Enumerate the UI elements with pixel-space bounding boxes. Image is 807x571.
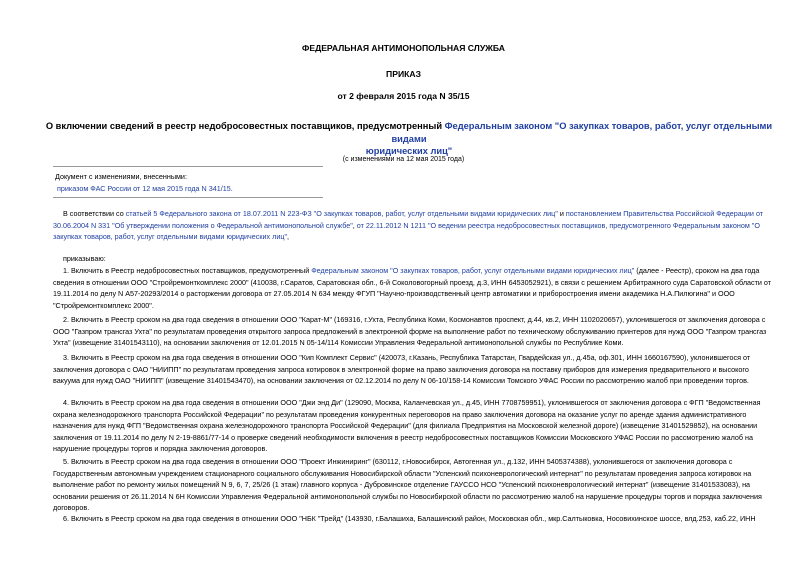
item-text: (далее - Реестр), сроком на два года [634,266,760,275]
resolution-word [53,253,799,265]
registry-decree-link[interactable]: закупках товаров, работ, услуг отдельными видами юридических лиц" [53,232,288,242]
item-4 [53,397,799,455]
item-line: 5. Включить в Реестр сроком на два года сведения в отношении ООО "Проект Инжиниринг" (630112, г.Новосибирск, Автогенная ул., д.132, ИНН 5405374388), уклонившегося от заключения договора с [63,457,733,466]
item-line: "Стройремонткомплекс 2000". [53,300,154,310]
preamble-text: , [287,232,290,242]
item-line: 3. Включить в Реестр сроком на два года сведения в отношении ООО "Кип Комплект Сервис" (420073, г.Казань, Республика Татарстан, Гвардейская ул., д.45а, оф.301, ИНН 1660167590), уклонившегося от [63,353,751,362]
item-line: ООО "Газпром трансгаз Ухта" по результатам проведения открытого запроса предложений в электронной форме на выполнение работ по техническому обслуживанию принтеров для нужд ООО "Газпром трансгаз [53,326,767,336]
item-line: заключения от 19.11.2014 по делу N 2-19-8861/77-14 о проверке сведений необходимости включения в реестр недобросовестных поставщиков Комиссии Московского УФАС России по рассмотрению жалоб на [53,432,753,442]
law-article-link[interactable]: статьей 5 Федерального закона от 18.07.2011 N 223-ФЗ "О закупках товаров, работ, услуг отдельными видами юридических лиц" [125,209,558,218]
preamble-paragraph [53,208,799,243]
preamble-line [53,231,799,243]
amendment-note-label: Документ с изменениями, внесенными: [55,172,187,181]
item-6 [53,513,799,525]
item-line: охрана железнодорожного транспорта Российской Федерации" по результатам проведения конкурентных переговоров на право заключения договора на оказание услуг по аренде здания административного [53,409,747,419]
item-line: договоров. [53,503,90,513]
item-line: 19.11.2014 по делу N А57-20293/2014 о расторжении договора от 27.05.2014 N 634 между ФГУП "Научно-производственный центр автоматики и приборостроения имени академика Н.А.Пилюгина" и ООО [53,289,735,299]
item-line: нарушение процедуры торгов и порядка заключения договоров. [53,444,268,454]
item-line: сведения в отношении ООО "Стройремонткомплекс 2000" (410038, г.Саратов, Саратовская обл., 6-й Соколовогорный проезд, д.3, ИНН 6453052921), в связи с решением Арбитражного суда Саратовской области от [53,277,772,287]
item-line: назначения для нужд ФГП "Ведомственная охрана железнодорожного транспорта Российской Федерации" (для филиала Предприятия на Московской железной дороге) (извещение 31401529852), на основании [53,421,758,431]
item-1 [53,265,799,311]
item-line: Ухта" (извещение 31401543110), на основании заключения от 12.01.2015 N 05-14/114 Комиссии Управления Федеральной антимонопольной службы по Республике Коми. [53,338,624,348]
divider-bottom [53,197,323,198]
preamble-line [53,208,799,220]
item-line: 6. Включить в Реестр сроком на два года сведения в отношении ООО "НБК "Трейд" (143930, г.Балашиха, Балашинский район, Московская обл., мкр.Салтыковка, Носовихинское шоссе, влд.253, каб.22, ИНН [63,514,756,523]
preamble-text: В соответствии со [63,209,126,218]
title-prefix: О включении сведений в реестр недобросовестных поставщиков, предусмотренный [45,121,445,131]
item-3 [53,352,799,387]
government-decree-link[interactable]: 30.06.2004 N 331 "Об утверждении положения о Федеральной антимонопольной службе" [53,220,353,230]
item-line: заключения договора с ОАО "НИИПП" по результатам проведения запроса котировок в электронной форме на право заключения договора на поставку приборов для измерения предварительного и высокого [53,364,749,374]
item-line [53,265,799,277]
item-line: вакуума для нужд ОАО "НИИПП" (извещение 31401543470), на основании заключения от 02.12.2014 по делу N 06-10/158-14 Комиссии Томского УФАС России по рассмотрению жалоб при проведении торгов. [53,376,749,386]
government-decree-link[interactable]: постановлением Правительства Российской Федерации от [565,209,764,218]
item-line: Государственным автономным учреждением стационарного социального обслуживания Новосибирской области "Успенский психоневрологический интернат" по результатам проведения запроса котировок на [53,468,752,478]
preamble-line [53,220,799,232]
title-law-link[interactable]: Федеральным законом "О закупках товаров, работ, услуг отдельными видами [391,121,773,144]
item-line: 4. Включить в Реестр сроком на два года сведения в отношении ООО "Джи энд Ди" (129090, Москва, Каланчевская ул., д.45, ИНН 7708759951), уклонившегося от заключения договора с ФГП "Ведомственная [63,398,761,407]
divider-top [53,166,323,167]
order-date: от 2 февраля 2015 года N 35/15 [337,91,470,101]
item-5 [53,456,799,514]
title-law-link-cont[interactable]: юридических лиц" [365,146,453,156]
amendment-order-link[interactable]: приказом ФАС России от 12 мая 2015 года N 341/15. [57,184,233,193]
preamble-text: , [352,220,357,230]
revision-note: (с изменениями на 12 мая 2015 года) [342,156,465,163]
item-2 [53,314,799,349]
resolution-text: приказываю: [63,254,106,263]
item-line: выполнение работ по ремонту жилых помещений N 9, 6, 7, 25/26 (1 этаж) главного корпуса - Дубровинское отделение ГАУССО НСО "Успенский психоневрологический интернат" (извещение 31401533083), на [53,480,751,490]
amendment-note [55,171,233,195]
order-heading: ПРИКАЗ [386,69,421,79]
federal-law-link[interactable]: Федеральным законом "О закупках товаров, работ, услуг отдельными видами юридических лиц" [311,266,635,275]
item-line: 2. Включить в Реестр сроком на два года сведения в отношении ООО "Карат-М" (169316, г.Ухта, Республика Коми, Космонавтов проспект, д.44, кв.2, ИНН 1102020657), уклонившегося от заключения договора с [63,315,766,324]
preamble-text: и [557,209,566,218]
agency-heading: ФЕДЕРАЛЬНАЯ АНТИМОНОПОЛЬНАЯ СЛУЖБА [302,43,505,53]
registry-decree-link[interactable]: от 22.11.2012 N 1211 "О ведении реестра недобросовестных поставщиков, предусмотренного Федеральным законом "О [356,220,760,230]
document-title [40,120,778,158]
item-line: основании решения от 26.11.2014 N 6Н Комиссии Управления Федеральной антимонопольной службы по Новосибирской области по рассмотрению жалоб на нарушение процедуры торгов и порядка заключения [53,491,762,501]
item-text: 1. Включить в Реестр недобросовестных поставщиков, предусмотренный [63,266,312,275]
